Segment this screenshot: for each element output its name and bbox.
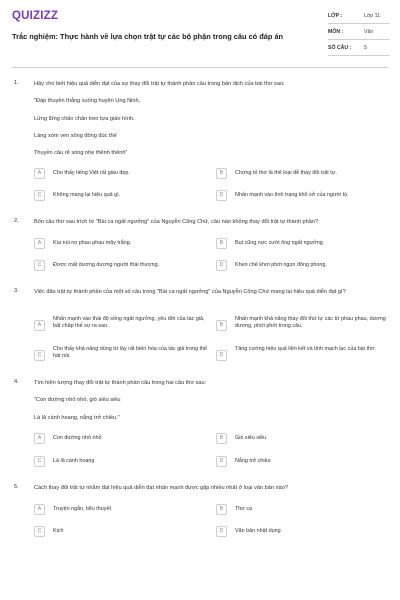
option-d[interactable] [216, 346, 392, 364]
question-quote-line: Thuyền câu rẽ sóng nhẹ thênh thênh" [34, 150, 128, 156]
option-b[interactable] [216, 238, 392, 252]
option-text: Không mang lại hiệu quả gì. [53, 192, 121, 198]
option-letter: D [216, 456, 227, 467]
option-letter: D [216, 260, 227, 271]
option-text: Truyện ngắn, tiểu thuyết [53, 506, 111, 512]
meta-value: 5 [364, 45, 367, 51]
option-b[interactable] [216, 316, 392, 334]
question-number: 5. [14, 484, 19, 490]
option-text: Chứng tỏ thơ là thể loại dễ thay đổi trật tự. [235, 170, 337, 176]
option-text: Văn bản nhật dụng [235, 528, 281, 534]
meta-key: SỐ CÂU : [328, 45, 352, 51]
worksheet-header [12, 10, 388, 62]
option-text: Tăng cường hiệu quả liên kết và tính mạch lạc của bài thơ. [235, 346, 377, 352]
option-letter: A [34, 238, 45, 249]
question-text: Cách thay đổi trật tự nhằm đạt hiệu quả diễn đạt nhấn mạnh được gặp nhiều nhất ở loại văn bản nào? [34, 485, 288, 491]
option-letter: D [216, 190, 227, 201]
worksheet-title: Trắc nghiệm: Thực hành về lựa chọn trật tự các bộ phận trong câu có đáp án [12, 32, 284, 41]
option-a[interactable] [34, 238, 210, 252]
option-c[interactable] [34, 526, 210, 540]
option-text: Là lả cành hoang [53, 458, 95, 464]
option-text: Cho thấy khả năng dùng từ láy rất biến hóa của tác giả trong thể hát nói. [53, 346, 208, 359]
question-number: 3. [14, 288, 19, 294]
option-c[interactable] [34, 260, 210, 274]
option-a[interactable] [34, 504, 210, 518]
meta-row-subject [328, 26, 390, 40]
option-letter: D [216, 526, 227, 537]
option-text: Nhấn mạnh vào tình trạng khổ sở của người tù. [235, 192, 349, 198]
option-text: Nắng trở chiều [235, 458, 271, 464]
option-text: Kịch [53, 528, 64, 534]
option-b[interactable] [216, 168, 392, 182]
question-text: Hãy cho biết hiệu quả diễn đạt của sự thay đổi trật tự thành phần câu trong bản dịch của bài thơ sau: [34, 81, 285, 87]
option-letter: B [216, 238, 227, 249]
option-d[interactable] [216, 190, 392, 204]
option-b[interactable] [216, 504, 392, 518]
option-letter: A [34, 433, 45, 444]
option-letter: D [216, 350, 227, 361]
quizizz-logo: QUIZIZZ [12, 10, 59, 22]
option-d[interactable] [216, 260, 392, 274]
option-letter: A [34, 320, 45, 331]
option-text: Kìa núi nọ phau phau mây trắng. [53, 240, 132, 246]
meta-key: LỚP : [328, 13, 343, 19]
option-letter: B [216, 504, 227, 515]
question-text: Tìm hiện tượng thay đổi trật tự thành phần câu trong hai câu thơ sau: [34, 380, 207, 386]
option-letter: C [34, 456, 45, 467]
question-number: 1. [14, 80, 19, 86]
question-quote-line: "Đáp thuyền thẳng xuống huyện Ung Ninh, [34, 98, 141, 104]
meta-key: MÔN : [328, 29, 344, 35]
option-text: Nhấn mạnh vào thái độ sống ngất ngưởng, yêu đời của tác giả, bất chấp thế sự ra sao. [53, 316, 205, 329]
meta-value: Lớp 11 [364, 13, 380, 19]
header-divider [12, 67, 388, 68]
option-d[interactable] [216, 456, 392, 470]
option-c[interactable] [34, 346, 210, 364]
option-a[interactable] [34, 168, 210, 182]
option-text: Nhấn mạnh khả năng thay đổi thứ tự các từ phau phau, dương dương, phới phới trong câu. [235, 316, 386, 329]
option-letter: A [34, 168, 45, 179]
option-letter: C [34, 526, 45, 537]
question-number: 4. [14, 379, 19, 385]
option-d[interactable] [216, 526, 392, 540]
option-text: Được mất dương dương người thái thượng. [53, 262, 160, 268]
question-text: Việc đảo trật tự thành phần của một số câu trong "Bài ca ngất ngưởng" của Nguyễn Công Chứ mang lại hiệu quả diễn đạt gì? [34, 289, 346, 295]
question-number: 2. [14, 218, 19, 224]
meta-row-count [328, 42, 390, 56]
option-b[interactable] [216, 433, 392, 447]
option-letter: B [216, 433, 227, 444]
option-text: Cho thấy tiếng Việt rất giàu đẹp. [53, 170, 130, 176]
question-text: Bốn câu thơ sau trích từ "Bài ca ngất ngưởng" của Nguyễn Công Chứ, câu nào không thay đổi trật tự thành phần? [34, 219, 319, 225]
option-a[interactable] [34, 433, 210, 447]
question-quote-line: Lửng lững chân chân treo tựa giáo hình. [34, 116, 135, 122]
option-text: Con đường nhỏ nhỏ [53, 435, 102, 441]
option-c[interactable] [34, 190, 210, 204]
meta-value: Văn [364, 29, 374, 35]
worksheet-meta [328, 10, 390, 66]
option-c[interactable] [34, 456, 210, 470]
option-text: Bụt cũng nực cười ông ngất ngưởng. [235, 240, 325, 246]
meta-row-grade [328, 10, 390, 24]
option-text: Gió siêu siêu [235, 435, 267, 441]
question-quote-line: "Con đường nhỏ nhỏ, gió siêu siêu [34, 397, 121, 403]
option-letter: A [34, 504, 45, 515]
option-letter: B [216, 320, 227, 331]
option-a[interactable] [34, 316, 210, 334]
option-text: Khen chê khơi phới ngọn đông phong. [235, 262, 327, 268]
option-text: Thơ ca [235, 506, 253, 512]
option-letter: B [216, 168, 227, 179]
question-quote-line: Là lả cành hoang, nắng trở chiều." [34, 415, 120, 421]
question-quote-line: Làng xóm ven sông đông đúc thế [34, 133, 117, 139]
option-letter: C [34, 260, 45, 271]
option-letter: C [34, 190, 45, 201]
option-letter: C [34, 350, 45, 361]
